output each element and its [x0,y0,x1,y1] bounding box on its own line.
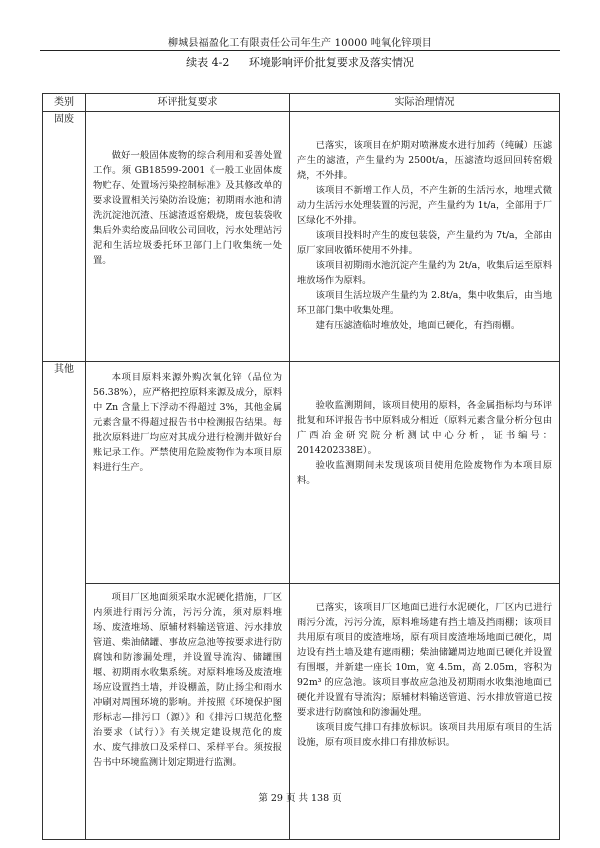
column-header-actual: 实际治理情况 [290,94,560,112]
category-cell: 其他 [43,362,86,840]
actual-cell [290,112,560,362]
header-rule [40,50,560,51]
table-header-row [43,94,560,112]
requirement-paragraph: 项目厂区地面须采取水泥硬化措施，厂区内须进行雨污分流，污污分流，须对原料堆场、废渣堆场、原辅材料输送管道、污水排放管道、柴油储罐、事故应急池等按要求进行防腐蚀和防渗漏处理，并设置导流沟、储罐围堰、初期雨水收集系统。对原料堆场及废渣堆场应设置挡土墙，并设棚盖，防止扬尘和雨水冲刷对周围环境的影响。并按照《环境保护图形标志—排污口（源）》和《排污口规范化整治要求（试行）》有关规定建设规范化的废水、废气排放口及采样口、采样平台。须按报告书中环境监测计划定期进行监测。 [93,592,282,768]
table-row [43,112,560,362]
column-header-requirement: 环评批复要求 [86,94,290,112]
actual-paragraph: 验收监测期间，该项目使用的原料，各金属指标均与环评批复和环评报告书中原料成分相近（原料元素含量分析分包由广西冶金研究院分析测试中心分析，证书编号：2014202338E）。 [297,400,552,456]
requirement-paragraph: 本项目原料来源外购次氧化锌（品位为 56.38%），应严格把控原料来源及成分，原料中 Zn 含量上下浮动不得超过 3%，其他金属元素含量不得超过报告书中检测报告结果。每批次原料进厂均应对其成分进行检测并做好台账记录工作。严禁使用危险废物作为本项目原料进行生产。 [93,372,282,473]
actual-paragraph: 已落实，该项目在炉期对喷淋废水进行加药（纯碱）压滤产生的滤渣，产生量约为 2500t/a，压滤渣均返回回转窑煅烧，不外排。 [297,140,552,181]
table-row [43,362,560,584]
actual-paragraph: 该项目初期雨水池沉淀产生量约为 2t/a，收集后运至原料堆放场作为原料。 [297,260,552,286]
page-number: 第 29 页 共 138 页 [258,793,342,804]
column-header-category: 类别 [43,94,86,112]
actual-paragraph: 该项目生活垃圾产生量约为 2.8t/a，集中收集后，由当地环卫部门集中收集处理。 [297,290,552,316]
actual-cell [290,362,560,584]
requirement-paragraph: 做好一般固体废物的综合利用和妥善处置工作。须 GB18599-2001《一般工业固体废物贮存、处置场污染控制标准》及其修改单的要求设置相关污染防治设施；初期雨水池和清洗沉淀池沉渣、压滤渣返窑煅烧，废包装袋收集后外卖给废品回收公司回收，污水处理站污泥和生活垃圾委托环卫部门上门收集统一处置。 [93,150,282,266]
actual-paragraph: 验收监测期间未发现该项目使用危险废物作为本项目原料。 [297,460,552,486]
actual-paragraph: 建有压滤渣临时堆放处，地面已硬化，有挡雨棚。 [315,320,521,331]
table-caption [0,54,600,70]
category-cell: 固废 [43,112,86,362]
requirements-table [42,93,560,840]
actual-paragraph: 该项目投料时产生的废包装袋，产生量约为 7t/a，全部由原厂家回收循环使用不外排。 [297,230,552,256]
requirement-cell [86,362,290,584]
table-number: 续表 4-2 [186,56,230,69]
actual-paragraph: 已落实，该项目厂区地面已进行水泥硬化，厂区内已进行雨污分流，污污分流，原料堆场建有挡土墙及挡雨棚；该项目共用原有项目的废渣堆场，原有项目废渣堆场地面已硬化，周边设有挡土墙及建有遮雨棚；柴油储罐周边地面已硬化并设置有围堰，并新建一座长 10m，宽 4.5m，高 2.05m，容积为 92m³ 的应急池。该项目事故应急池及初期雨水收集池地面已硬化并设置有导流沟；原辅材料输送管道、污水排放管道已按要求进行防腐蚀和防渗漏处理。 [297,602,552,718]
document-header: 柳城县福盈化工有限责任公司年生产 10000 吨氧化锌项目 [168,38,432,49]
actual-paragraph: 该项目不新增工作人员，不产生新的生活污水，地埋式微动力生活污水处理装置的污泥，产生量约为 1t/a，全部用于厂区绿化不外排。 [297,185,552,226]
actual-paragraph: 该项目废气排口有排放标识。该项目共用原有项目的生活设施，原有项目废水排口有排放标识。 [297,722,552,748]
table-title: 环境影响评价批复要求及落实情况 [248,56,414,69]
requirement-cell [86,112,290,362]
